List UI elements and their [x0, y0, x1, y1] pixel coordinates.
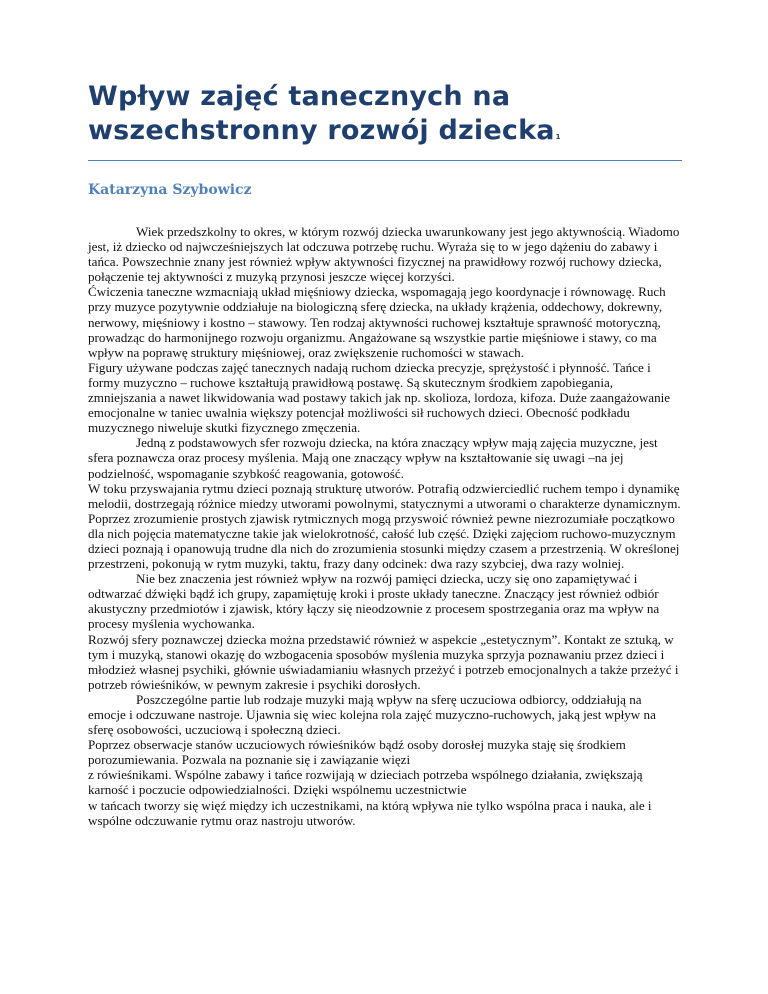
paragraph: Rozwój sfery poznawczej dziecka można przedstawić również w aspekcie „estetycznym”. Kontakt ze sztuką, w tym i muzyką, stanowi okazję do wzbogacenia sposobów myślenia muzyka sprzyja poznawaniu przez dzieci i młodzież własnej psychiki, głównie uświadamianiu własnych przeżyć i potrzeb emocjonalnych a także przeżyć i potrzeb rówieśników, w pewnym zakresie i psychiki dorosłych. [88, 631, 679, 692]
title-line-1: Wpływ zajęć tanecznych na [88, 81, 511, 112]
paragraph: Poszczególne partie lub rodzaje muzyki mają wpływ na sferę uczuciowa odbiorcy, oddziałują na emocje i odczuwane nastroje. Ujawnia się wiec kolejna rola zajęć muzyczno-ruchowych, jaką jest wpływ na sferę osobowości, uczuciową i społeczną dzieci. [88, 691, 656, 738]
paragraph: Figury używane podczas zajęć tanecznych nadają ruchom dziecka precyzje, sprężystość i płynność. Tańce i formy muzyczno – ruchowe kształtują prawidłową postawę. Są skutecznym środkiem zapobiegania, zmniejszania a nawet likwidowania wad postawy takich jak np. skolioza, lordoza, kifoza. Duże zaangażowanie emocjonalne w taniec uwalnia większy potencjał możliwości sił ruchowych dzieci. Obecność podkładu muzycznego niweluje skutki fizycznego zmęczenia. [88, 359, 671, 436]
document-page [88, 80, 682, 828]
paragraph: Nie bez znaczenia jest również wpływ na rozwój pamięci dziecka, uczy się ono zapamiętywać i odtwarzać dźwięki bądź ich grupy, zapamiętuję kroki i proste układy taneczne. Znaczący jest również odbiór akustyczny przedmiotów i zjawisk, który łączy się nieodzownie z procesem spostrzegania oraz ma wpływ na procesy myślenia wychowanka. [88, 571, 660, 632]
paragraph: Poprzez obserwacje stanów uczuciowych rówieśników bądź osoby dorosłej muzyka staję się środkiem porozumiewania. Pozwala na poznanie się i zawiązanie więzi [88, 737, 626, 768]
paragraph: Wiek przedszkolny to okres, w którym rozwój dziecka uwarunkowany jest jego aktywnością. Wiadomo jest, iż dziecko od najwcześniejszych lat odczuwa potrzebę ruchu. Wyraża się to w jego dążeniu do zabawy i tańca. Powszechnie znany jest również wpływ aktywności fizycznej na prawidłowy rozwój ruchowy dziecka, połączenie tej aktywności z muzyką przynosi jeszcze więcej korzyści. [88, 224, 680, 285]
title-line-2: wszechstronny rozwój dziecka [88, 115, 555, 146]
footnote-mark[interactable]: 1 [555, 133, 561, 141]
document-body [88, 224, 682, 828]
paragraph: W toku przyswajania rytmu dzieci poznają strukturę utworów. Potrafią odzwierciedlić ruchem tempo i dynamikę melodii, dostrzegają różnice miedzy utworami powolnymi, statycznymi a utworami o charakterze dynamicznym. Poprzez zrozumienie prostych zjawisk rytmicznych mogą przyswoić również pewne niezrozumiałe początkowo dla nich pojęcia matematyczne takie jak wielokrotność, całość lub część. Dzięki zajęciom ruchowo-muzycznym dzieci poznają i opanowują trudne dla nich do zrozumienia stosunki między czasem a przestrzenią. W określonej przestrzeni, pokonują w rytm muzyki, taktu, frazy dany odcinek: dwa razy szybciej, dwa razy wolniej. [88, 480, 681, 572]
author-name: Katarzyna Szybowicz [88, 182, 252, 198]
paragraph: w tańcach tworzy się więź między ich uczestnikami, na którą wpływa nie tylko wspólna praca i nauka, ale i wspólne odczuwanie rytmu oraz nastroju utworów. [88, 797, 652, 828]
document-title [88, 80, 682, 161]
paragraph: z rówieśnikami. Wspólne zabawy i tańce rozwijają w dzieciach potrzeba wspólnego działania, zwiększają karność i poczucie odpowiedzialności. Dzięki wspólnemu uczestnictwie [88, 767, 643, 798]
paragraph: Jedną z podstawowych sfer rozwoju dziecka, na która znaczący wpływ mają zajęcia muzyczne, jest sfera poznawcza oraz procesy myślenia. Mają one znaczący wpływ na kształtowanie się uwagi –na jej podzielność, wspomaganie szybkość reagowania, gotowość. [88, 435, 658, 481]
paragraph: Ćwiczenia taneczne wzmacniają układ mięśniowy dziecka, wspomagają jego koordynacje i równowagę. Ruch przy muzyce pozytywnie oddziałuje na biologiczną sferę dziecka, na układy krążenia, oddechowy, dokrewny, nerwowy, mięśniowy i kostno – stawowy. Ten rodzaj aktywności ruchowej kształtuje sprawność motoryczną, prowadząc do harmonijnego rozwoju organizmu. Angażowane są wszystkie partie mięśniowe i stawy, co ma wpływ na poprawę struktury mięśniowej, oraz zwiększenie ruchomości w stawach. [88, 284, 666, 360]
